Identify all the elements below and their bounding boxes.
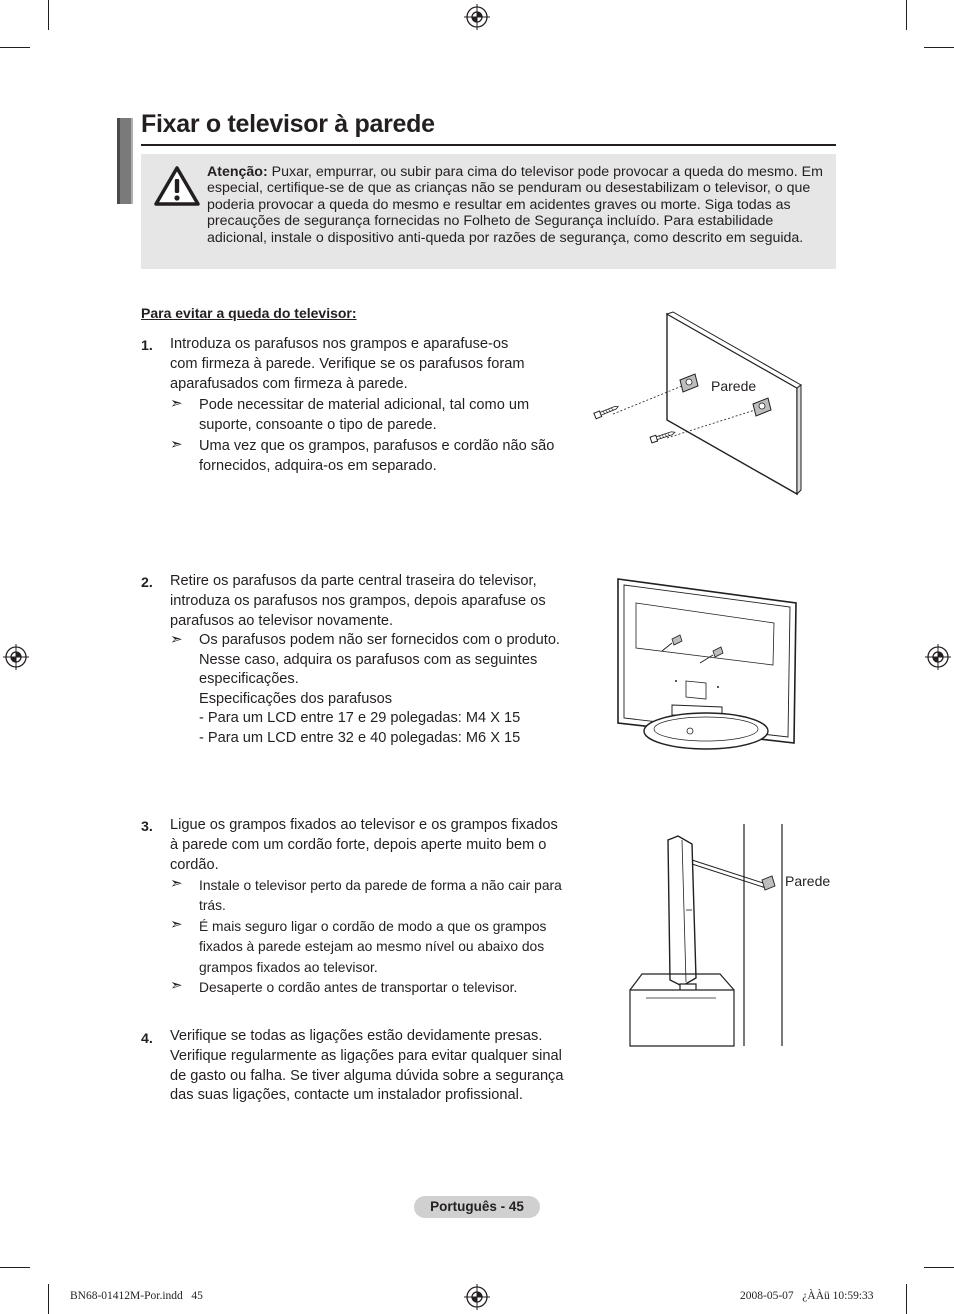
note-arrow-icon: ➣ <box>170 395 183 412</box>
text-line: Verifique regularmente as ligações para evitar qualquer sinal <box>170 1047 562 1064</box>
text-line: É mais seguro ligar o cordão de modo a que os grampos <box>199 919 547 934</box>
step-note <box>199 876 562 917</box>
text-line: fixados à parede estejam ao mesmo nível ou abaixo dos <box>199 939 545 955</box>
text-line: Desaperte o cordão antes de transportar o televisor. <box>199 980 518 995</box>
step-text <box>170 571 546 632</box>
warning-text <box>207 164 829 246</box>
section-subheading: Para evitar a queda do televisor: <box>141 305 357 321</box>
page-title: Fixar o televisor à parede <box>141 110 435 138</box>
text-line: aparafusados com firmeza à parede. <box>170 376 408 393</box>
step-text <box>170 1027 563 1106</box>
text-line: Ligue os grampos fixados ao televisor e os grampos fixados <box>170 817 558 833</box>
text-line: suporte, consoante o tipo de parede. <box>199 417 437 434</box>
footer-file: BN68-01412M-Por.indd 45 <box>70 1290 203 1302</box>
registration-mark-icon <box>3 644 29 670</box>
text-line: à parede com um cordão forte, depois aperte muito bem o <box>170 837 547 854</box>
text-line: trás. <box>199 898 226 914</box>
crop-mark <box>906 1284 907 1314</box>
page-number-badge: Português - 45 <box>414 1196 540 1218</box>
step-note <box>199 436 554 476</box>
figure-label: Parede <box>785 873 831 889</box>
text-line: Nesse caso, adquira os parafusos com as seguintes <box>199 651 538 668</box>
text-line: introduza os parafusos nos grampos, depois aparafuse os <box>170 593 546 610</box>
text-line: Uma vez que os grampos, parafusos e cordão não são <box>199 438 555 454</box>
step-note <box>199 978 517 998</box>
text-line: grampos fixados ao televisor. <box>199 959 378 975</box>
crop-mark <box>906 0 907 30</box>
text-line: Verifique se todas as ligações estão devidamente presas. <box>170 1028 543 1044</box>
note-arrow-icon: ➣ <box>170 436 183 453</box>
step-number: 4. <box>141 1031 153 1047</box>
text-line: - Para um LCD entre 32 e 40 polegadas: M6 X 15 <box>199 729 521 746</box>
step-number: 3. <box>141 819 153 835</box>
text-line: fornecidos, adquira-os em separado. <box>199 458 437 475</box>
text-line: Instale o televisor perto da parede de forma a não cair para <box>199 878 562 893</box>
figure-label: Parede <box>711 378 757 394</box>
step-text <box>170 334 524 395</box>
warning-body: Puxar, empurrar, ou subir para cima do televisor pode provocar a queda do mesmo. Em especial, certifique-se de que as crianças não se penduram ou desestabilizam o televisor, o que poderia provocar a queda do mesmo e resultar em acidentes graves ou morte. Siga todas as precauções de segurança fornecidas no Folheto de Segurança incluído. Para estabilidade adicional, instale o dispositivo anti-queda por razões de segurança, como descrito em seguida. <box>207 164 823 246</box>
registration-mark-icon <box>464 1284 490 1310</box>
text-line: Os parafusos podem não ser fornecidos com o produto. <box>199 632 560 648</box>
crop-mark <box>924 47 954 48</box>
footer-timestamp: 2008-05-07 ¿ÀÀü 10:59:33 <box>740 1290 874 1302</box>
warning-triangle-icon <box>153 165 201 207</box>
text-line: Especificações dos parafusos <box>199 690 393 707</box>
crop-mark <box>48 1284 49 1314</box>
title-rule <box>141 144 836 146</box>
step-number: 1. <box>141 338 153 354</box>
text-line: parafusos ao televisor novamente. <box>170 613 394 630</box>
text-line: Pode necessitar de material adicional, tal como um <box>199 397 530 413</box>
figure-wall-brackets <box>585 310 805 500</box>
crop-mark <box>48 0 49 30</box>
title-accent-bar <box>117 118 133 204</box>
crop-mark <box>0 47 30 48</box>
text-line: Retire os parafusos da parte central traseira do televisor, <box>170 573 537 589</box>
registration-mark-icon <box>464 4 490 30</box>
text-line: das suas ligações, contacte um instalador profissional. <box>170 1087 523 1104</box>
note-arrow-icon: ➣ <box>170 875 183 892</box>
step-note <box>199 917 546 978</box>
step-number: 2. <box>141 575 153 591</box>
text-line: de gasto ou falha. Se tiver alguma dúvida sobre a segurança <box>170 1067 564 1084</box>
note-arrow-icon: ➣ <box>170 977 183 994</box>
text-line: com firmeza à parede. Verifique se os parafusos foram <box>170 356 525 373</box>
text-line: especificações. <box>199 671 299 688</box>
warning-label: Atenção: <box>207 164 268 180</box>
step-note <box>199 395 529 435</box>
step-note <box>199 631 560 749</box>
step-text <box>170 815 558 876</box>
text-line: Introduza os parafusos nos grampos e aparafuse-os <box>170 336 509 352</box>
registration-mark-icon <box>925 644 951 670</box>
note-arrow-icon: ➣ <box>170 916 183 933</box>
note-arrow-icon: ➣ <box>170 631 183 648</box>
text-line: cordão. <box>170 857 219 874</box>
figure-tv-back <box>610 575 800 760</box>
text-line: - Para um LCD entre 17 e 29 polegadas: M4 X 15 <box>199 710 521 727</box>
crop-mark <box>0 1267 30 1268</box>
figure-tv-side <box>620 822 790 1050</box>
crop-mark <box>924 1267 954 1268</box>
